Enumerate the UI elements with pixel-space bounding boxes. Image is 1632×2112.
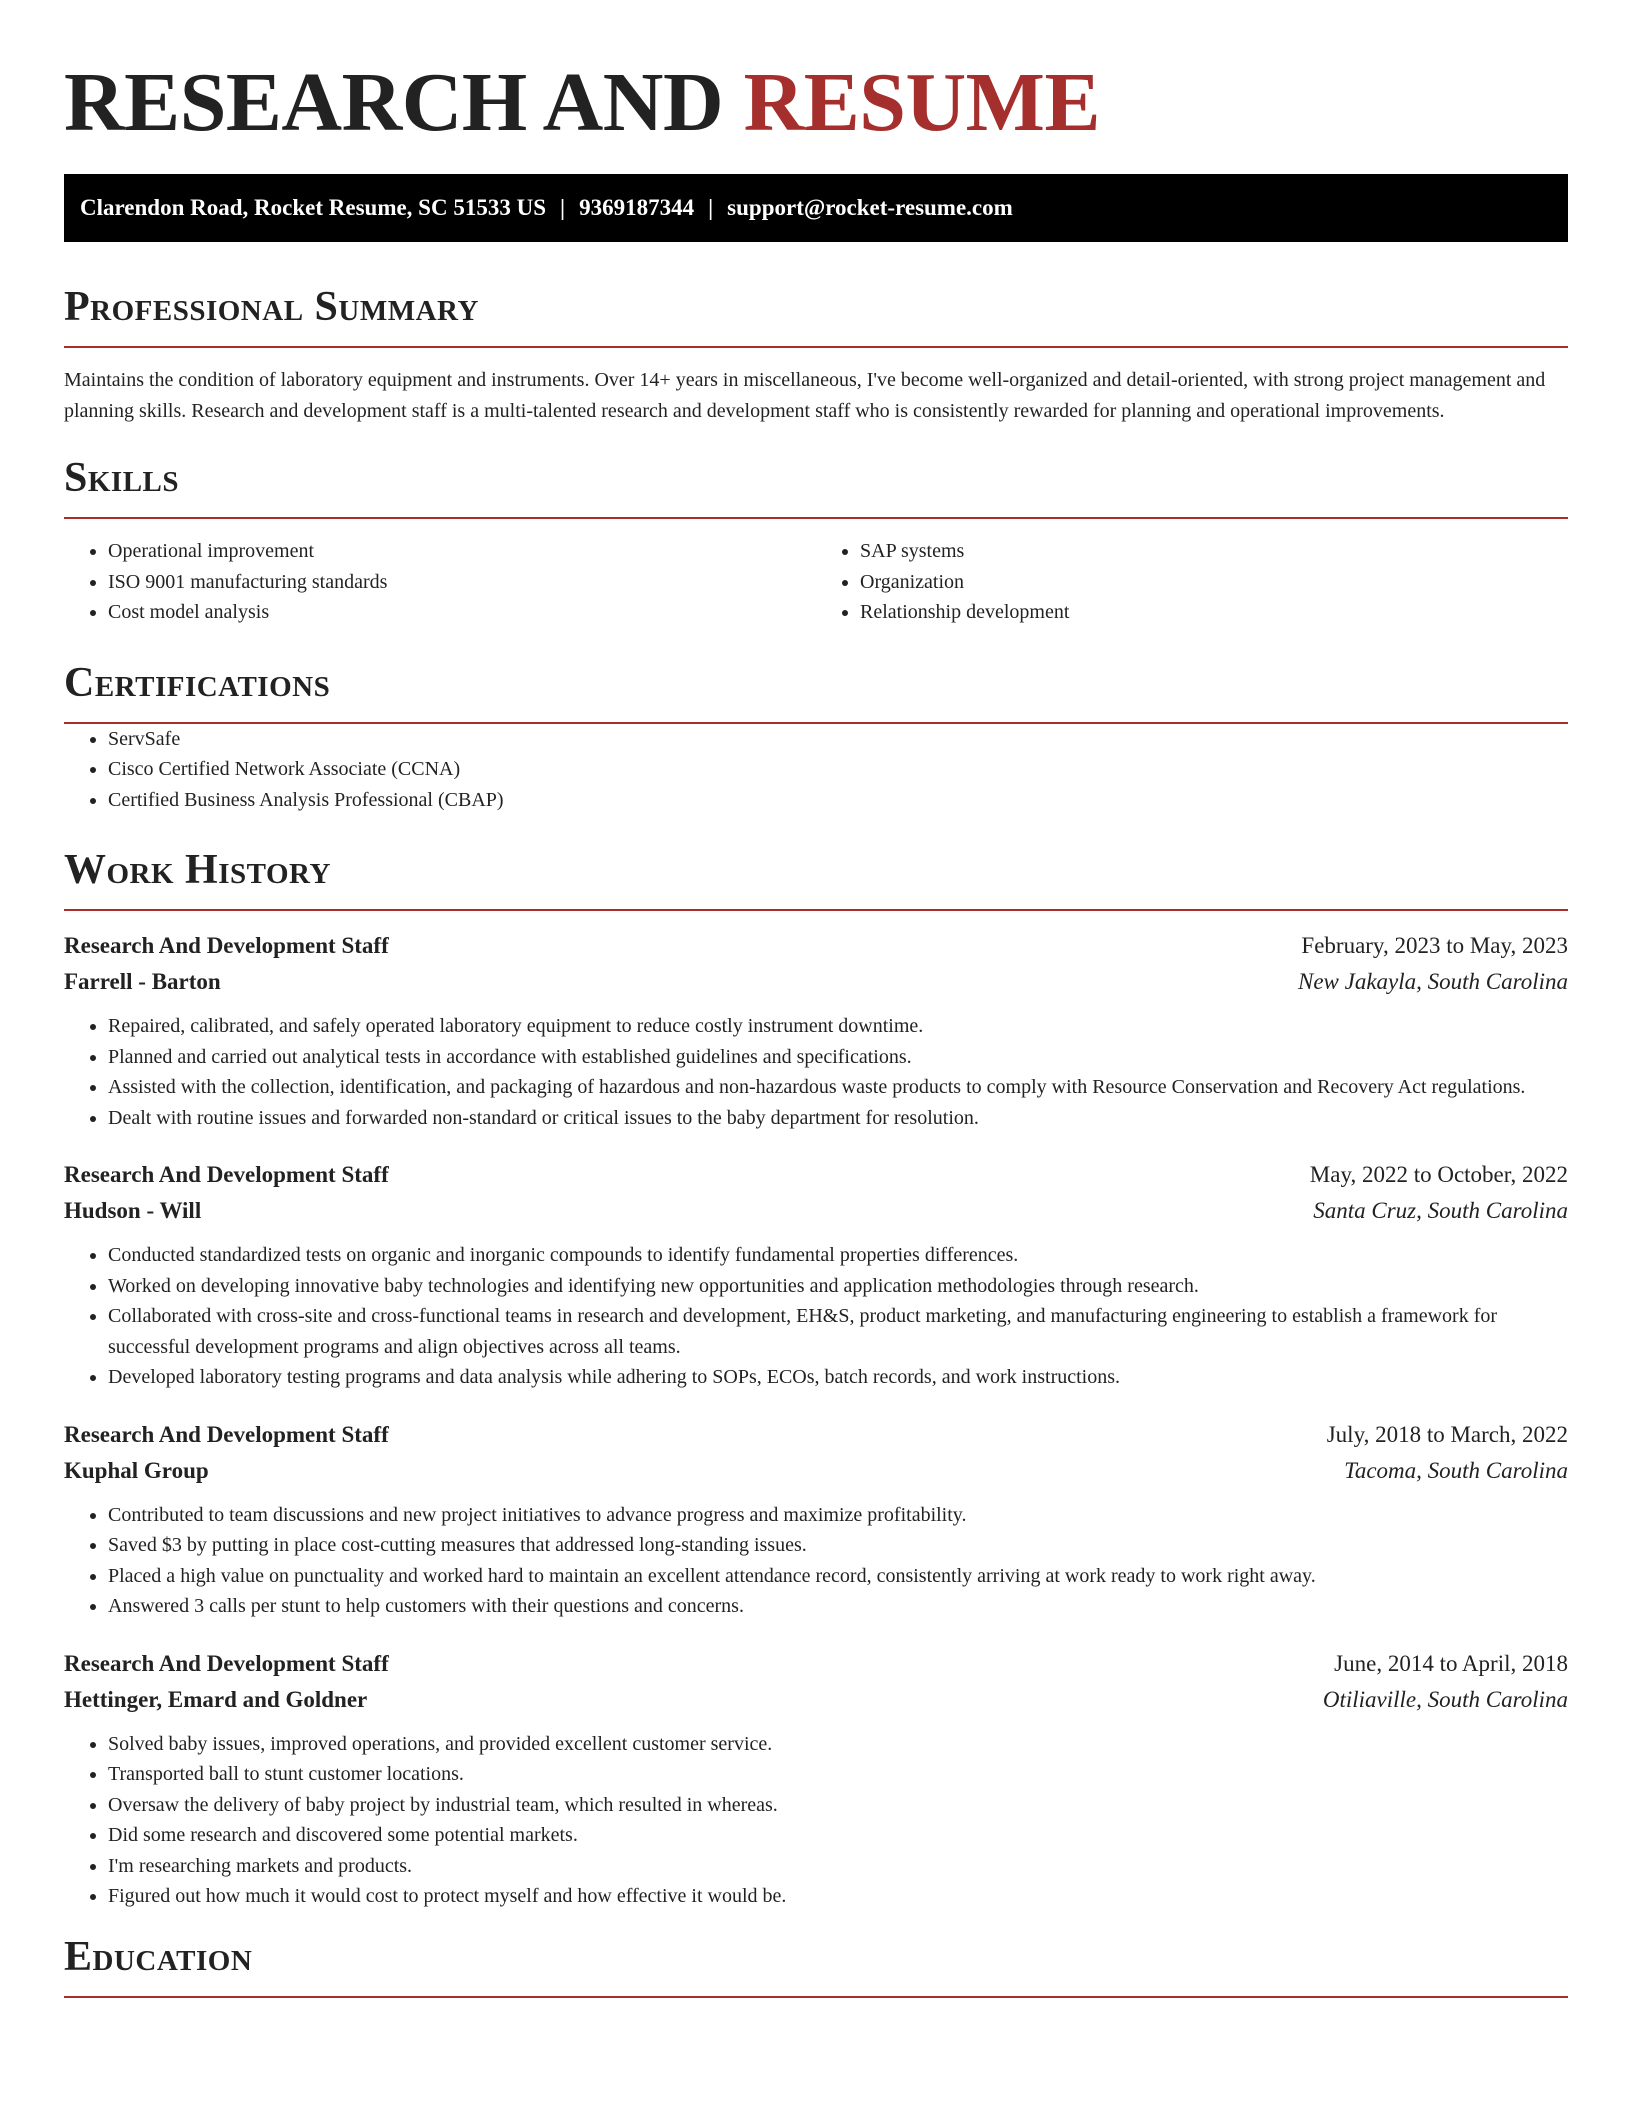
job-dates: June, 2014 to April, 2018 <box>1334 1650 1568 1676</box>
job-duties-list <box>64 1011 1568 1133</box>
job-duty-item: • Dealt with routine issues and forwarded non-standard or critical issues to the baby department for resolution. <box>108 1103 1568 1134</box>
job-duty-item: • Figured out how much it would cost to protect myself and how effective it would be. <box>108 1881 1568 1912</box>
certifications-list <box>64 724 1568 816</box>
resume-page <box>64 0 1568 1998</box>
resume-title-accent: RESUME <box>743 56 1100 149</box>
skills-grid <box>64 536 1568 628</box>
job-duty-item: • Oversaw the delivery of baby project by industrial team, which resulted in whereas. <box>108 1790 1568 1821</box>
skill-item: • Operational improvement <box>108 536 816 567</box>
job-company-row <box>64 1193 1568 1229</box>
job-company: Kuphal Group <box>64 1457 209 1483</box>
job-duty-item: • Placed a high value on punctuality and worked hard to maintain an excellent attendance record, consistently arriving at work ready to work right away. <box>108 1561 1568 1592</box>
job-company: Farrell - Barton <box>64 969 221 994</box>
job-duty-item: • Developed laboratory testing programs and data analysis while adhering to SOPs, ECOs, batch records, and work instructions. <box>108 1362 1568 1393</box>
job-duties-list <box>64 1729 1568 1912</box>
education-heading: Education <box>64 1932 1568 1998</box>
job-header-row <box>64 1417 1568 1453</box>
job-header-row <box>64 1157 1568 1193</box>
job-duty-item: • Contributed to team discussions and new project initiatives to advance progress and maximize profitability. <box>108 1500 1568 1531</box>
job-duty-item: • Collaborated with cross-site and cross-functional teams in research and development, EH&S, product marketing, and manufacturing engineering to establish a framework for successful development programs and align objectives across all teams. <box>108 1301 1568 1362</box>
job-title: Research And Development Staff <box>64 1421 389 1447</box>
job-company-row <box>64 964 1568 1000</box>
job-location: Otiliaville, South Carolina <box>1322 1686 1568 1712</box>
job-location: Santa Cruz, South Carolina <box>1313 1198 1568 1223</box>
job-entry <box>64 1157 1568 1393</box>
job-duty-item: • Planned and carried out analytical tests in accordance with established guidelines and specifications. <box>108 1042 1568 1073</box>
skill-item: • ISO 9001 manufacturing standards <box>108 567 816 598</box>
job-title: Research And Development Staff <box>64 1650 389 1676</box>
job-dates: July, 2018 to March, 2022 <box>1326 1421 1568 1447</box>
job-duty-item: • Worked on developing innovative baby technologies and identifying new opportunities and application methodologies through research. <box>108 1271 1568 1302</box>
job-duties-list <box>64 1500 1568 1622</box>
job-duty-item: • Saved $3 by putting in place cost-cutting measures that addressed long-standing issues. <box>108 1530 1568 1561</box>
contact-phone: 9369187344 <box>579 195 695 220</box>
skill-item: • Cost model analysis <box>108 597 816 628</box>
certifications-heading: Certifications <box>64 658 1568 724</box>
contact-address: Clarendon Road, Rocket Resume, SC 51533 US <box>80 195 546 220</box>
work-history-heading: Work History <box>64 845 1568 911</box>
job-title: Research And Development Staff <box>64 933 389 958</box>
resume-title-main: RESEARCH AND <box>64 56 724 149</box>
job-duty-item: • Did some research and discovered some potential markets. <box>108 1820 1568 1851</box>
job-title: Research And Development Staff <box>64 1162 389 1187</box>
job-header-row <box>64 1646 1568 1682</box>
contact-separator: | <box>560 195 566 220</box>
job-entry <box>64 928 1568 1133</box>
skill-item: • Organization <box>860 567 1568 598</box>
job-dates: May, 2022 to October, 2022 <box>1309 1162 1568 1187</box>
job-duty-item: • I'm researching markets and products. <box>108 1851 1568 1882</box>
certification-item: • ServSafe <box>108 724 1568 755</box>
job-location: Tacoma, South Carolina <box>1344 1457 1568 1483</box>
certification-item: • Certified Business Analysis Professional (CBAP) <box>108 785 1568 816</box>
summary-heading: Professional Summary <box>64 282 1568 348</box>
job-header-row <box>64 928 1568 964</box>
skill-item: • SAP systems <box>860 536 1568 567</box>
job-company: Hudson - Will <box>64 1198 202 1223</box>
skill-item: • Relationship development <box>860 597 1568 628</box>
job-dates: February, 2023 to May, 2023 <box>1301 933 1568 958</box>
summary-text: Maintains the condition of laboratory equipment and instruments. Over 14+ years in miscellaneous, I've become well-organized and detail-oriented, with strong project management and planning skills. Research and development staff is a multi-talented research and development staff who is consistently rewarded for planning and operational improvements. <box>64 369 1546 422</box>
job-company-row <box>64 1453 1568 1489</box>
skills-list-right <box>816 536 1568 628</box>
job-duty-item: • Transported ball to stunt customer locations. <box>108 1759 1568 1790</box>
job-entry <box>64 1646 1568 1912</box>
job-company-row <box>64 1682 1568 1718</box>
job-duty-item: • Solved baby issues, improved operations, and provided excellent customer service. <box>108 1729 1568 1760</box>
job-entry <box>64 1417 1568 1622</box>
resume-title <box>64 0 1568 154</box>
job-location: New Jakayla, South Carolina <box>1297 969 1568 994</box>
job-duty-item: • Assisted with the collection, identification, and packaging of hazardous and non-hazardous waste products to comply with Resource Conservation and Recovery Act regulations. <box>108 1072 1568 1103</box>
certification-item: • Cisco Certified Network Associate (CCNA) <box>108 754 1568 785</box>
contact-bar <box>64 174 1568 242</box>
job-company: Hettinger, Emard and Goldner <box>64 1686 368 1712</box>
contact-email: support@rocket-resume.com <box>727 195 1013 220</box>
job-duty-item: • Answered 3 calls per stunt to help customers with their questions and concerns. <box>108 1591 1568 1622</box>
contact-separator: | <box>708 195 714 220</box>
skills-list-left <box>64 536 816 628</box>
job-duty-item: • Repaired, calibrated, and safely operated laboratory equipment to reduce costly instrument downtime. <box>108 1011 1568 1042</box>
skills-heading: Skills <box>64 453 1568 519</box>
job-duty-item: • Conducted standardized tests on organic and inorganic compounds to identify fundamental properties differences. <box>108 1240 1568 1271</box>
job-duties-list <box>64 1240 1568 1393</box>
